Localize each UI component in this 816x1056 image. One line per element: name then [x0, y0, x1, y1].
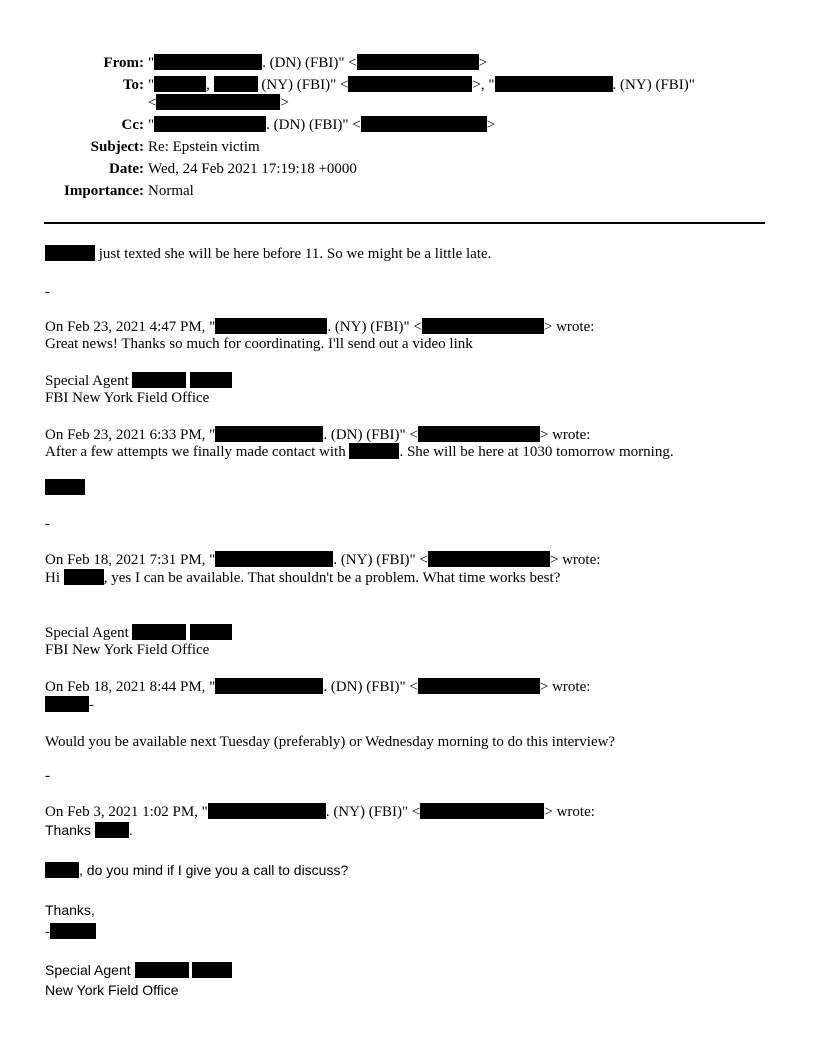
redaction — [135, 962, 189, 978]
redaction — [132, 624, 186, 640]
redaction — [420, 803, 544, 819]
signature-block — [45, 479, 85, 497]
redaction — [418, 678, 540, 694]
importance-label: Importance: — [64, 183, 144, 199]
redaction — [190, 624, 232, 640]
quote-header: On Feb 23, 2021 4:47 PM, " . (NY) (FBI)" < > wrote: — [45, 319, 595, 335]
message-text: Hi , yes I can be available. That shouldn't be a problem. What time works best? — [45, 570, 561, 586]
redaction — [95, 822, 129, 838]
redaction — [214, 76, 258, 92]
separator-dash: - — [45, 516, 50, 532]
quote-header: On Feb 18, 2021 8:44 PM, " . (DN) (FBI)" < > wrote: — [45, 679, 591, 695]
signature-office: FBI New York Field Office — [45, 642, 210, 658]
redaction — [348, 76, 472, 92]
redaction — [64, 569, 104, 585]
separator-dash: - — [45, 284, 50, 300]
redaction — [215, 678, 323, 694]
signature-agent: Special Agent — [45, 961, 232, 979]
redaction — [192, 962, 232, 978]
from-label: From: — [103, 55, 144, 71]
redaction — [349, 443, 399, 459]
date-label: Date: — [109, 161, 144, 177]
redaction — [45, 245, 95, 261]
closing: Thanks, — [45, 902, 95, 918]
redaction — [45, 479, 85, 495]
redaction — [215, 426, 323, 442]
redaction — [132, 372, 186, 388]
redaction — [215, 551, 333, 567]
redaction — [50, 923, 96, 939]
message-text: Great news! Thanks so much for coordinating. I'll send out a video link — [45, 336, 473, 352]
signature-office: New York Field Office — [45, 982, 179, 998]
redaction — [45, 696, 89, 712]
redaction — [154, 76, 206, 92]
redaction — [45, 862, 79, 878]
importance-value: Normal — [148, 183, 194, 199]
redaction — [154, 54, 262, 70]
redaction — [190, 372, 232, 388]
header-divider — [44, 222, 765, 224]
closing-signoff: - — [45, 922, 96, 940]
message-text: After a few attempts we finally made contact with . She will be here at 1030 tomorrow morning. — [45, 444, 674, 460]
subject-label: Subject: — [90, 139, 144, 155]
signature-agent: Special Agent — [45, 372, 232, 390]
to-label: To: — [122, 77, 144, 93]
redaction — [156, 94, 280, 110]
subject-value: Re: Epstein victim — [148, 139, 260, 155]
body-line: just texted she will be here before 11. So we might be a little late. — [45, 245, 491, 263]
message-text: Thanks . — [45, 822, 133, 838]
separator-dash: - — [45, 768, 50, 784]
message-line: - — [45, 696, 94, 714]
redaction — [361, 116, 487, 132]
redaction — [418, 426, 540, 442]
redaction — [357, 54, 479, 70]
redaction — [422, 318, 544, 334]
signature-agent: Special Agent — [45, 624, 232, 642]
redaction — [428, 551, 550, 567]
redaction — [215, 318, 327, 334]
redaction — [495, 76, 613, 92]
redaction — [154, 116, 266, 132]
signature-office: FBI New York Field Office — [45, 390, 210, 406]
date-value: Wed, 24 Feb 2021 17:19:18 +0000 — [148, 161, 357, 177]
quote-header: On Feb 23, 2021 6:33 PM, " . (DN) (FBI)" < > wrote: — [45, 427, 591, 443]
redaction — [208, 803, 326, 819]
quote-header: On Feb 3, 2021 1:02 PM, " . (NY) (FBI)" < > wrote: — [45, 804, 595, 820]
quote-header: On Feb 18, 2021 7:31 PM, " . (NY) (FBI)" < > wrote: — [45, 552, 601, 568]
message-text: , do you mind if I give you a call to discuss? — [45, 861, 348, 879]
cc-label: Cc: — [121, 117, 144, 133]
message-text: Would you be available next Tuesday (preferably) or Wednesday morning to do this interview? — [45, 734, 616, 750]
